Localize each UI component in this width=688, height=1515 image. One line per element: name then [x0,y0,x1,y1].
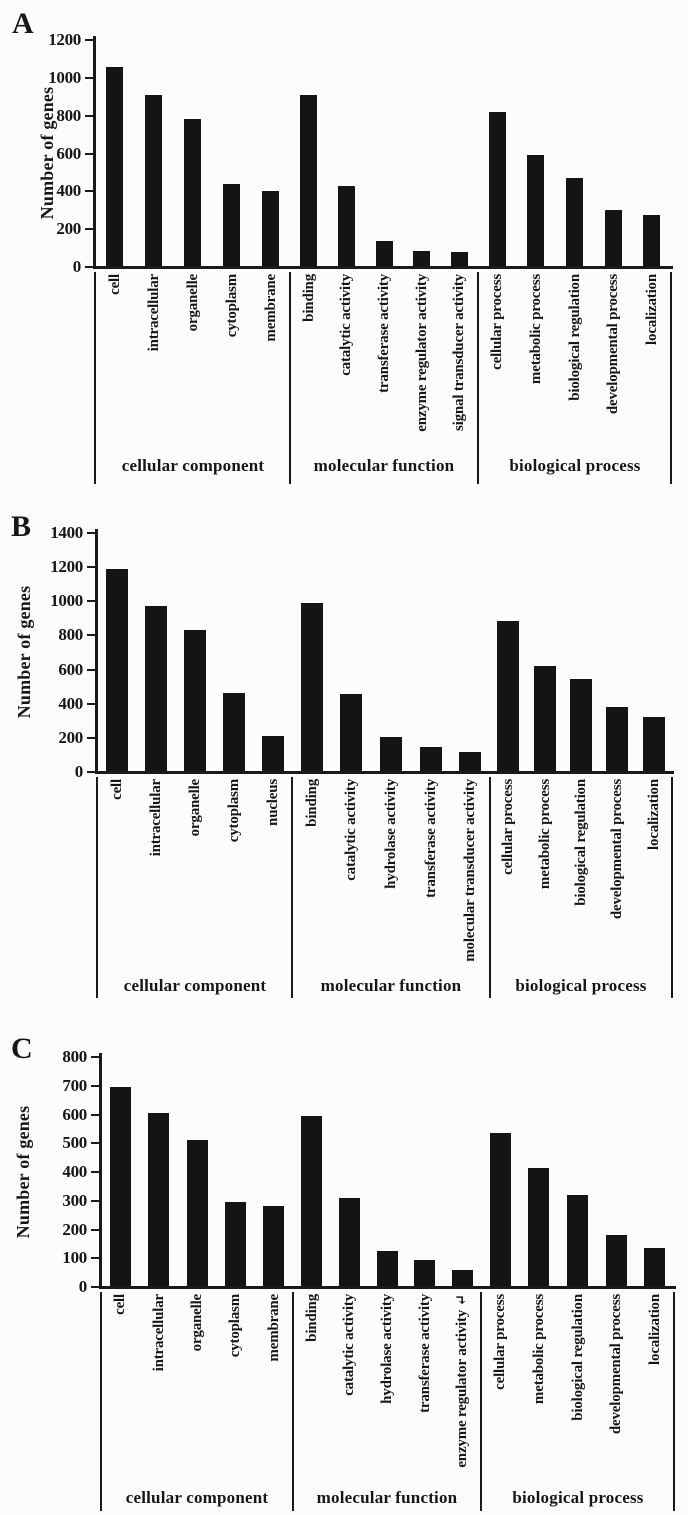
group-label [92,1487,302,1509]
group-label [282,1487,492,1509]
category-label-text: biological regulation [573,779,589,906]
panel-label-text: B [11,510,32,543]
category-label [223,274,241,484]
category-label [337,274,355,484]
group-label-text: biological process [509,456,641,475]
bar [490,1133,511,1287]
group-label-text: molecular function [316,1488,458,1507]
group-label-text: cellular component [123,976,267,995]
bar [414,1260,435,1287]
group-separator-line [289,272,291,484]
group-separator-line [100,1292,102,1511]
bar [377,1251,398,1287]
y-tick-mark [87,634,95,636]
bar [262,736,284,772]
category-label [607,1294,625,1511]
bar [376,241,393,267]
bar [340,694,362,772]
group-separator-line [671,777,673,998]
category-label-text: signal transducer activity [451,274,467,432]
category-label [145,274,163,484]
category-label-text: cell [107,274,123,295]
bar [605,210,622,267]
category-label [604,274,622,484]
y-tick-label-text: 200 [58,727,83,747]
bar [106,569,128,772]
category-label-text: binding [304,779,320,827]
y-tick-label [17,181,81,201]
y-tick-label-text: 400 [62,1162,87,1181]
category-label [382,779,400,998]
category-label-text: developmental process [608,1294,624,1435]
category-label-text: molecular transducer activity [462,779,478,962]
y-tick-label-text: 0 [74,762,83,781]
y-tick-label [23,1277,87,1297]
group-label-text: cellular component [121,456,265,475]
category-label-text: organelle [185,274,201,332]
category-label [375,274,393,484]
bar [339,1198,360,1287]
bar [420,747,442,772]
x-axis-line [99,1286,676,1289]
y-tick-label [17,30,81,50]
category-label [303,1294,321,1511]
category-label-text: intracellular [151,1294,167,1372]
category-label [643,274,661,484]
bar [452,1270,473,1287]
category-label [225,779,243,998]
category-label-text: metabolic process [537,779,553,890]
category-label-text: organelle [187,779,203,837]
y-tick-label [17,257,81,277]
y-tick-mark [85,190,93,192]
category-label [108,779,126,998]
bar [497,621,519,772]
x-axis-line [93,266,673,269]
group-label-text: biological process [512,1488,644,1507]
bar [606,707,628,772]
y-tick-label-text: 0 [72,257,81,276]
bar [527,155,544,267]
group-label [473,1487,683,1509]
y-tick-label [19,762,83,782]
y-axis-line [95,529,98,774]
group-label [476,975,686,997]
panel-label-text: A [12,7,34,40]
y-tick-label [23,1105,87,1125]
y-tick-label [19,557,83,577]
category-label [188,1294,206,1511]
category-label-text: cell [109,779,125,800]
group-label-text: molecular function [320,976,462,995]
group-separator-line [94,272,96,484]
x-axis-line [95,771,674,774]
category-label-text: enzyme regulator activity ↵ [454,1294,470,1468]
bar [567,1195,588,1287]
bar [223,184,240,267]
group-label [279,455,489,477]
category-label-text: cellular process [492,1294,508,1390]
category-label-text: binding [301,274,317,322]
y-tick-mark [87,532,95,534]
category-label [262,274,280,484]
y-tick-label-text: 500 [62,1133,87,1153]
bar [566,178,583,267]
bar [644,1248,665,1287]
y-tick-label-text: 400 [56,181,81,201]
y-tick-label-text: 700 [62,1075,87,1095]
category-label [527,274,545,484]
y-tick-mark [91,1229,99,1231]
y-tick-label [23,1191,87,1211]
group-separator-line [673,1292,675,1511]
y-tick-mark [91,1257,99,1259]
category-label [646,1294,664,1511]
bar [570,679,592,772]
category-label-text: catalytic activity [338,274,354,376]
y-tick-label [23,1248,87,1268]
category-label [186,779,204,998]
category-label-text: nucleus [265,779,281,826]
y-tick-mark [87,600,95,602]
category-label-text: metabolic process [528,274,544,385]
category-label-text: hydrolase activity [383,779,399,889]
y-tick-mark [91,1200,99,1202]
y-tick-mark [87,771,95,773]
bar [489,112,506,267]
y-tick-label [23,1162,87,1182]
group-label-text: cellular component [125,1488,269,1507]
bar [145,606,167,772]
y-tick-label [23,1220,87,1240]
y-axis-line [93,36,96,269]
y-tick-label-text: 200 [62,1219,87,1239]
category-label-text: cellular process [500,779,516,875]
category-label-text: transferase activity [417,1294,433,1413]
category-label [569,1294,587,1511]
category-label-text: cell [112,1294,128,1315]
category-label [608,779,626,998]
y-tick-mark [85,228,93,230]
bar [225,1202,246,1287]
bar [413,251,430,267]
category-label-text: cellular process [489,274,505,370]
category-label [226,1294,244,1511]
y-tick-label-text: 800 [56,105,81,125]
category-label-text: metabolic process [531,1294,547,1405]
bar [451,252,468,267]
y-tick-mark [91,1142,99,1144]
bar [534,666,556,772]
y-tick-label [17,144,81,164]
bar [300,95,317,267]
group-label [286,975,496,997]
category-label [491,1294,509,1511]
group-separator-line [477,272,479,484]
y-tick-label [23,1047,87,1067]
bar [606,1235,627,1287]
category-label-text: intracellular [148,779,164,857]
y-tick-label-text: 1400 [50,523,83,542]
group-separator-line [291,777,293,998]
y-tick-label-text: 400 [58,693,83,713]
category-label [303,779,321,998]
y-tick-label-text: 800 [62,1047,87,1066]
category-label [150,1294,168,1511]
bar [263,1206,284,1287]
category-label [488,274,506,484]
y-axis-title-text: Number of genes [13,585,34,719]
y-tick-label [19,728,83,748]
group-label [470,455,680,477]
group-separator-line [292,1292,294,1511]
y-tick-label [17,106,81,126]
category-label-text: membrane [266,1294,282,1362]
category-label [645,779,663,998]
y-tick-mark [91,1286,99,1288]
bar [148,1113,169,1287]
category-label-text: enzyme regulator activity [414,274,430,432]
category-label-text: catalytic activity [341,1294,357,1396]
bar [643,717,665,772]
group-label [90,975,300,997]
category-label-text: cytoplasm [227,1294,243,1358]
y-tick-label [17,219,81,239]
y-tick-label-text: 0 [78,1277,87,1296]
y-tick-mark [91,1056,99,1058]
category-label-text: cytoplasm [224,274,240,338]
category-label [265,1294,283,1511]
category-label [184,274,202,484]
y-tick-mark [87,703,95,705]
y-tick-mark [87,669,95,671]
y-tick-label [19,660,83,680]
category-label-text: localization [644,274,660,345]
category-label [422,779,440,998]
y-tick-label-text: 1200 [48,30,81,49]
category-label [416,1294,434,1511]
group-separator-line [489,777,491,998]
bar [338,186,355,267]
y-tick-label [19,625,83,645]
bar [459,752,481,772]
category-label-text: localization [647,1294,663,1365]
y-tick-label-text: 300 [62,1190,87,1210]
bar [301,1116,322,1287]
category-label [499,779,517,998]
category-label [413,274,431,484]
category-label-text: binding [304,1294,320,1342]
bar [187,1140,208,1287]
bar [223,693,245,772]
y-tick-mark [85,153,93,155]
category-label-text: membrane [263,274,279,342]
y-tick-label-text: 200 [56,219,81,239]
y-tick-label [19,523,83,543]
y-tick-mark [85,39,93,41]
y-tick-mark [85,115,93,117]
group-separator-line [96,777,98,998]
bar [110,1087,131,1287]
category-label [530,1294,548,1511]
y-tick-label [19,591,83,611]
y-tick-label-text: 1000 [48,67,81,87]
y-tick-label-text: 600 [56,143,81,163]
category-label-text: transferase activity [423,779,439,898]
category-label-text: organelle [189,1294,205,1352]
category-label [572,779,590,998]
category-label [340,1294,358,1511]
y-tick-label [23,1133,87,1153]
bar [380,737,402,772]
category-label [566,274,584,484]
category-label [453,1294,471,1511]
category-label [378,1294,396,1511]
category-label [461,779,479,998]
category-label [111,1294,129,1511]
y-tick-label-text: 100 [62,1248,87,1268]
group-separator-line [480,1292,482,1511]
y-tick-mark [87,566,95,568]
y-tick-mark [91,1085,99,1087]
category-label-text: biological regulation [567,274,583,401]
y-tick-mark [91,1114,99,1116]
bar [301,603,323,772]
bar [184,630,206,772]
category-label [342,779,360,998]
bar [184,119,201,267]
y-tick-mark [85,77,93,79]
category-label-text: hydrolase activity [379,1294,395,1404]
bar [262,191,279,267]
group-separator-line [670,272,672,484]
bar [106,67,123,267]
category-label [264,779,282,998]
category-label-text: transferase activity [376,274,392,393]
category-label-text: cytoplasm [226,779,242,843]
category-label [106,274,124,484]
y-tick-label [19,694,83,714]
category-label-text: developmental process [605,274,621,415]
category-label-text: biological regulation [570,1294,586,1421]
group-label-text: biological process [515,976,647,995]
y-axis-title-text: Number of genes [12,1105,33,1239]
panel-label-text: C [11,1032,33,1065]
category-label-text: intracellular [146,274,162,352]
y-tick-mark [87,737,95,739]
category-label [536,779,554,998]
category-label [300,274,318,484]
bar [528,1168,549,1287]
y-tick-label-text: 600 [58,659,83,679]
y-tick-label [23,1076,87,1096]
y-tick-label-text: 1000 [50,591,83,611]
category-label-text: localization [646,779,662,850]
y-tick-mark [85,266,93,268]
bar [145,95,162,267]
y-tick-label-text: 800 [58,625,83,645]
category-label [147,779,165,998]
y-tick-label-text: 1200 [50,557,83,577]
y-axis-line [99,1053,102,1289]
category-label-text: catalytic activity [343,779,359,881]
y-tick-mark [91,1171,99,1173]
group-label-text: molecular function [313,456,455,475]
y-tick-label-text: 600 [62,1104,87,1124]
bar [643,215,660,267]
y-axis-title-text: Number of genes [36,86,57,220]
category-label-text: developmental process [609,779,625,920]
category-label [450,274,468,484]
y-tick-label [17,68,81,88]
group-label [88,455,298,477]
